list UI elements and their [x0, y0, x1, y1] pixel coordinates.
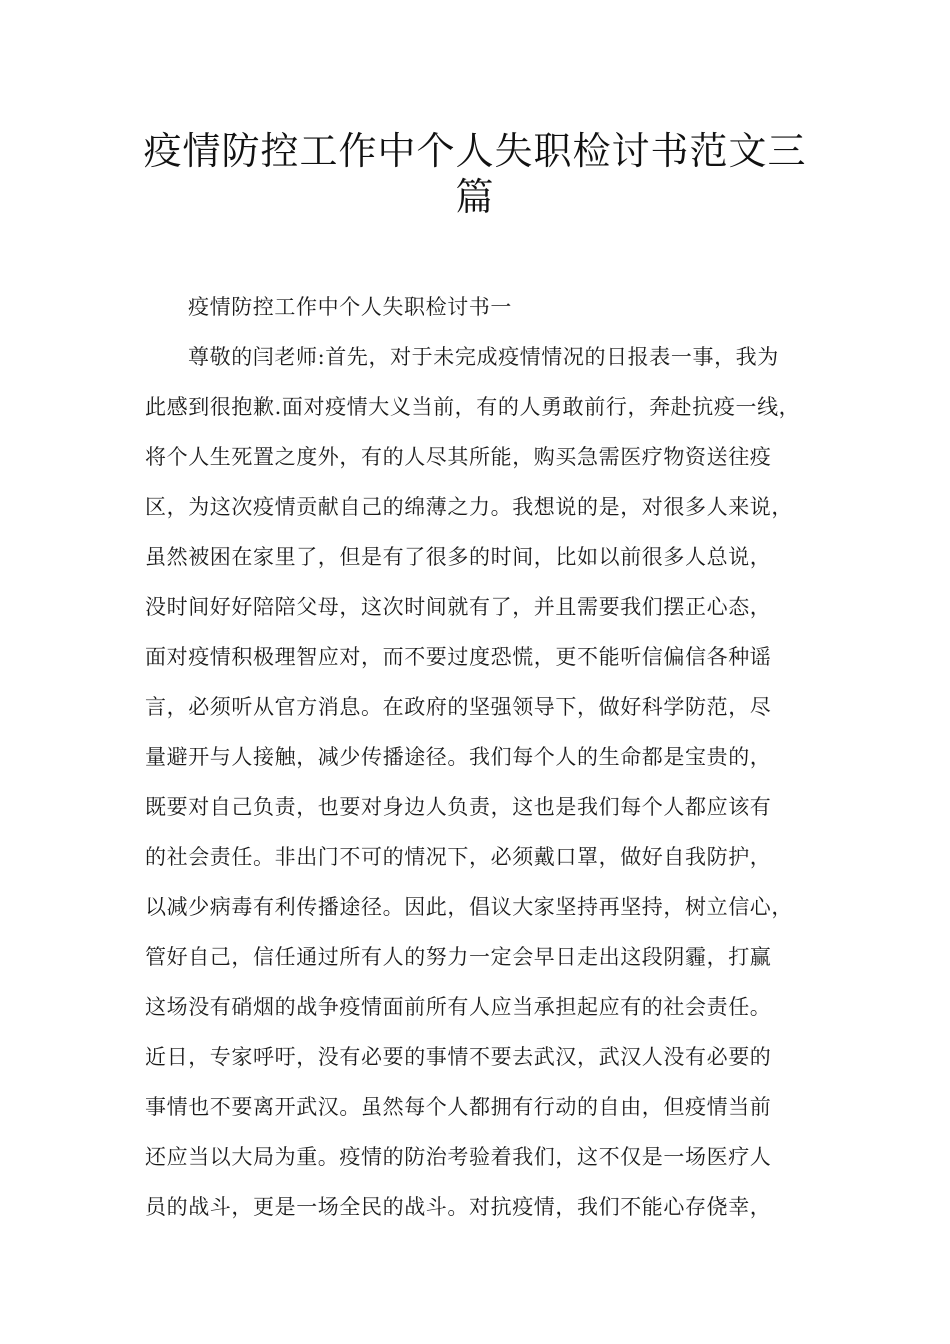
paragraph-line: 将个人生死置之度外，有的人尽其所能，购买急需医疗物资送往疫: [145, 445, 772, 469]
paragraph-line: 量避开与人接触，减少传播途径。我们每个人的生命都是宝贵的，: [145, 745, 772, 769]
section-heading: 疫情防控工作中个人失职检讨书一: [188, 295, 512, 319]
paragraph-line: 尊敬的闫老师:首先，对于未完成疫情情况的日报表一事，我为: [188, 345, 779, 369]
paragraph-line: 管好自己，信任通过所有人的努力一定会早日走出这段阴霾，打赢: [145, 945, 772, 969]
paragraph-line: 此感到很抱歉.面对疫情大义当前，有的人勇敢前行，奔赴抗疫一线，: [145, 395, 801, 419]
paragraph-line: 还应当以大局为重。疫情的防治考验着我们，这不仅是一场医疗人: [145, 1145, 772, 1169]
paragraph-line: 的社会责任。非出门不可的情况下，必须戴口罩，做好自我防护，: [145, 845, 772, 869]
paragraph-line: 言，必须听从官方消息。在政府的坚强领导下，做好科学防范，尽: [145, 695, 772, 719]
paragraph-line: 员的战斗，更是一场全民的战斗。对抗疫情，我们不能心存侥幸，: [145, 1195, 772, 1219]
paragraph-line: 近日，专家呼吁，没有必要的事情不要去武汉，武汉人没有必要的: [145, 1045, 772, 1069]
paragraph-line: 以减少病毒有利传播途径。因此，倡议大家坚持再坚持，树立信心，: [145, 895, 793, 919]
title-line-2: 篇: [455, 175, 495, 219]
document-body: [145, 282, 830, 1232]
document-title: [140, 128, 810, 220]
title-line-1: 疫情防控工作中个人失职检讨书范文三: [143, 129, 807, 173]
paragraph-line: 虽然被困在家里了，但是有了很多的时间，比如以前很多人总说，: [145, 545, 772, 569]
paragraph-line: 这场没有硝烟的战争疫情面前所有人应当承担起应有的社会责任。: [145, 995, 772, 1019]
paragraph-line: 没时间好好陪陪父母，这次时间就有了，并且需要我们摆正心态，: [145, 595, 772, 619]
paragraph-line: 事情也不要离开武汉。虽然每个人都拥有行动的自由，但疫情当前: [145, 1095, 772, 1119]
paragraph-line: 既要对自己负责，也要对身边人负责，这也是我们每个人都应该有: [145, 795, 772, 819]
paragraph-line: 面对疫情积极理智应对，而不要过度恐慌，更不能听信偏信各种谣: [145, 645, 772, 669]
paragraph-line: 区，为这次疫情贡献自己的绵薄之力。我想说的是，对很多人来说，: [145, 495, 793, 519]
